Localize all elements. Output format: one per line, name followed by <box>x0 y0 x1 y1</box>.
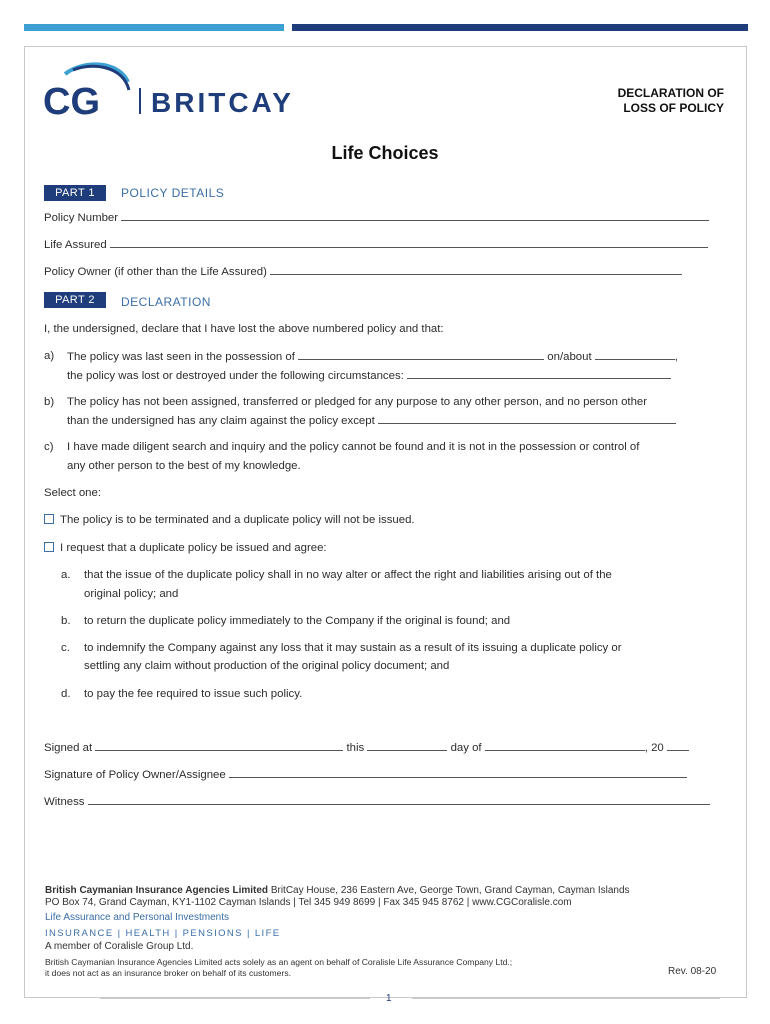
signed-at-label: Signed at <box>44 742 93 754</box>
top-accent-bar-light <box>24 24 284 31</box>
clause-a-text-2: the policy was lost or destroyed under the following circumstances: <box>67 370 404 382</box>
witness-label: Witness <box>44 796 85 808</box>
owner-signature-field[interactable] <box>229 767 687 778</box>
form-type-line-2: LOSS OF POLICY <box>623 101 724 115</box>
option-terminate-checkbox[interactable] <box>44 514 54 524</box>
footer-tagline: Life Assurance and Personal Investments <box>45 912 229 923</box>
option-duplicate-row <box>44 541 327 555</box>
clause-a-on-about: on/about <box>547 351 592 363</box>
clause-b-line-2 <box>67 413 676 428</box>
year-prefix-label: , 20 <box>644 742 664 754</box>
month-field[interactable] <box>485 740 645 751</box>
policy-number-row <box>44 210 709 225</box>
form-type-title <box>618 86 724 116</box>
part-1-badge: PART 1 <box>44 185 106 201</box>
life-assured-field[interactable] <box>110 237 708 248</box>
page-number: 1 <box>386 993 392 1004</box>
policy-owner-label: Policy Owner (if other than the Life Assured) <box>44 266 267 278</box>
this-label: this <box>346 742 365 754</box>
clause-a-comma: , <box>674 351 678 363</box>
clause-a-line-1 <box>67 349 678 364</box>
sub-d-marker: d. <box>61 688 71 700</box>
footer-company-row <box>45 885 630 896</box>
claim-exception-field[interactable] <box>378 413 676 424</box>
part-2-title: DECLARATION <box>121 295 211 309</box>
footer-business-lines: INSURANCE | HEALTH | PENSIONS | LIFE <box>45 928 281 939</box>
footer-disclaimer-1: British Caymanian Insurance Agencies Limited acts solely as an agent on behalf of Coralisle Life Assurance Company Ltd.; <box>45 957 513 967</box>
clause-a-text: The policy was last seen in the possession of <box>67 351 295 363</box>
sub-a-line-1: that the issue of the duplicate policy shall in no way alter or affect the right and liabilities arising out of the <box>84 569 612 581</box>
clause-b-line-1: The policy has not been assigned, transferred or pledged for any purpose to any other person, and no person other <box>67 396 648 408</box>
document-title: Life Choices <box>331 143 439 163</box>
declaration-intro: I, the undersigned, declare that I have lost the above numbered policy and that: <box>44 323 444 335</box>
sub-c-line-1: to indemnify the Company against any loss that it may sustain as a result of its issuing a duplicate policy or <box>84 642 622 654</box>
cg-britcay-logo <box>43 62 343 122</box>
life-assured-label: Life Assured <box>44 239 107 251</box>
witness-row <box>44 794 710 809</box>
sub-b-line-1: to return the duplicate policy immediately to the Company if the original is found; and <box>84 615 511 627</box>
signed-at-field[interactable] <box>95 740 343 751</box>
sub-a-line-2: original policy; and <box>84 588 179 600</box>
page-number-rule-right <box>412 998 720 999</box>
logo-initials: CG <box>43 81 100 122</box>
option-duplicate-label: I request that a duplicate policy be issued and agree: <box>60 542 327 554</box>
clause-b-marker: b) <box>44 396 55 408</box>
year-field[interactable] <box>667 740 689 751</box>
clause-b-text-2: than the undersigned has any claim against the policy except <box>67 415 375 427</box>
option-duplicate-checkbox[interactable] <box>44 542 54 552</box>
clause-c-marker: c) <box>44 441 54 453</box>
policy-owner-field[interactable] <box>270 264 682 275</box>
sub-b-marker: b. <box>61 615 71 627</box>
footer-address-1: BritCay House, 236 Eastern Ave, George Town, Grand Cayman, Cayman Islands <box>270 885 630 896</box>
part-2-badge: PART 2 <box>44 292 106 308</box>
last-seen-possession-field[interactable] <box>298 349 544 360</box>
sub-a-marker: a. <box>61 569 71 581</box>
life-assured-row <box>44 237 708 252</box>
option-terminate-row <box>44 513 415 527</box>
day-field[interactable] <box>367 740 447 751</box>
sub-c-line-2: settling any claim without production of the original policy document; and <box>84 660 450 672</box>
clause-c-line-1: I have made diligent search and inquiry and the policy cannot be found and it is not in the possession or control of <box>67 441 640 453</box>
sub-c-marker: c. <box>61 642 70 654</box>
last-seen-date-field[interactable] <box>595 349 675 360</box>
page-number-rule-left <box>100 998 370 999</box>
witness-field[interactable] <box>88 794 710 805</box>
policy-number-field[interactable] <box>121 210 709 221</box>
circumstances-field[interactable] <box>407 368 671 379</box>
logo-name: BRITCAY <box>151 87 294 118</box>
clause-a-marker: a) <box>44 350 55 362</box>
policy-number-label: Policy Number <box>44 212 119 224</box>
top-accent-bar-dark <box>292 24 748 31</box>
signed-at-row <box>44 740 689 755</box>
footer-company-name: British Caymanian Insurance Agencies Limited <box>45 885 269 896</box>
footer-disclaimer-2: it does not act as an insurance broker on behalf of its customers. <box>45 968 292 978</box>
form-type-line-1: DECLARATION OF <box>617 86 724 100</box>
clause-c-line-2: any other person to the best of my knowledge. <box>67 460 301 472</box>
day-of-label: day of <box>450 742 482 754</box>
owner-signature-row <box>44 767 687 782</box>
footer-member: A member of Coralisle Group Ltd. <box>45 941 194 952</box>
part-1-title: POLICY DETAILS <box>121 186 225 200</box>
sub-d-line-1: to pay the fee required to issue such policy. <box>84 688 303 700</box>
select-one-label: Select one: <box>44 487 101 499</box>
clause-a-line-2 <box>67 368 671 383</box>
option-terminate-label: The policy is to be terminated and a duplicate policy will not be issued. <box>60 514 415 526</box>
footer-address-2: PO Box 74, Grand Cayman, KY1-1102 Cayman Islands | Tel 345 949 8699 | Fax 345 945 8762 | www.CGCoralisle.com <box>45 897 572 908</box>
policy-owner-row <box>44 264 682 279</box>
owner-signature-label: Signature of Policy Owner/Assignee <box>44 769 226 781</box>
revision-label: Rev. 08-20 <box>668 966 717 977</box>
